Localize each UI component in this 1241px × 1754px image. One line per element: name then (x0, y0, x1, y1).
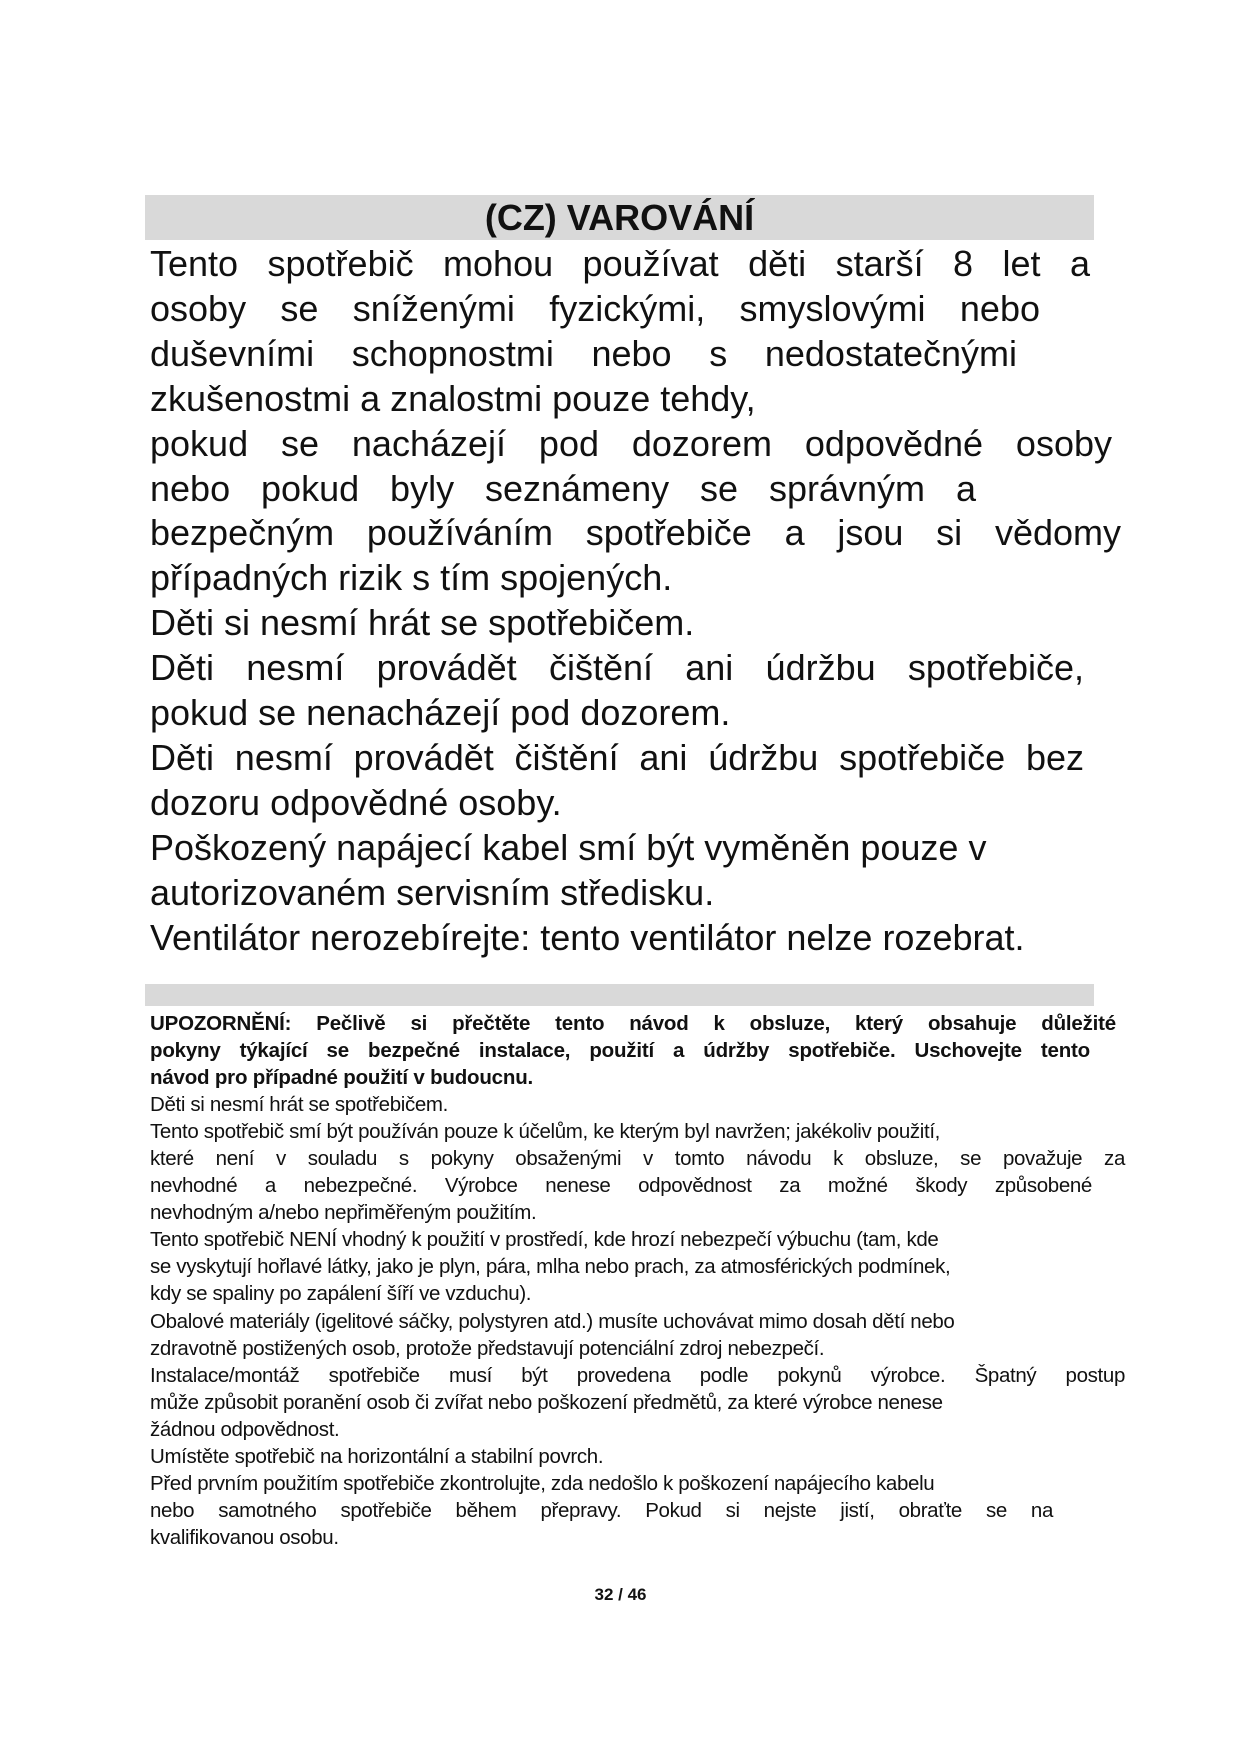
warning-line: autorizovaném servisním středisku. (150, 871, 715, 913)
notice-line: Děti si nesmí hrát se spotřebičem. (150, 1093, 448, 1117)
warning-line: duševními schopnostmi nebo s nedostatečnými (150, 332, 1017, 374)
title-banner (145, 195, 1094, 240)
notice-line: kvalifikovanou osobu. (150, 1525, 339, 1549)
notice-line: nevhodné a nebezpečné. Výrobce nenese odpovědnost za možné škody způsobené (150, 1174, 1092, 1198)
warning-line: Tento spotřebič mohou používat děti starší 8 let a (150, 243, 1090, 284)
warning-line: případných rizik s tím spojených. (150, 557, 673, 599)
warning-line: pokud se nacházejí pod dozorem odpovědné osoby (150, 422, 1112, 464)
section-divider (145, 984, 1094, 1006)
warning-line: Děti nesmí provádět čištění ani údržbu spotřebiče bez (150, 736, 1084, 778)
notice-line: Umístěte spotřebič na horizontální a stabilní povrch. (150, 1444, 604, 1468)
warning-line: bezpečným používáním spotřebiče a jsou si vědomy (150, 512, 1121, 554)
notice-line: nevhodným a/nebo nepřiměřeným použitím. (150, 1201, 537, 1225)
warning-line: osoby se sníženými fyzickými, smyslovými nebo (150, 287, 1040, 329)
page-number: 32 / 46 (594, 1585, 647, 1604)
warning-line: zkušenostmi a znalostmi pouze tehdy, (150, 377, 756, 419)
notice-bold-line: pokyny týkající se bezpečné instalace, použití a údržby spotřebiče. Uschovejte tento (150, 1039, 1090, 1063)
warning-text (150, 242, 1121, 961)
notice-text (150, 1010, 1125, 1551)
notice-bold-line: návod pro případné použití v budoucnu. (150, 1066, 534, 1090)
notice-line: kdy se spaliny po zapálení šíří ve vzduchu). (150, 1282, 532, 1306)
notice-line: žádnou odpovědnost. (150, 1417, 340, 1441)
warning-line: Ventilátor nerozebírejte: tento ventilátor nelze rozebrat. (150, 916, 1025, 958)
notice-line: Tento spotřebič NENÍ vhodný k použití v prostředí, kde hrozí nebezpečí výbuchu (tam, kde (150, 1228, 939, 1252)
notice-line: Obalové materiály (igelitové sáčky, polystyren atd.) musíte uchovávat mimo dosah dětí nebo (150, 1309, 955, 1333)
warning-line: Děti nesmí provádět čištění ani údržbu spotřebiče, (150, 647, 1084, 689)
notice-bold-line: UPOZORNĚNÍ: Pečlivě si přečtěte tento návod k obsluze, který obsahuje důležité (150, 1012, 1116, 1035)
warning-line: Poškozený napájecí kabel smí být vyměněn pouze v (150, 826, 987, 868)
notice-line: může způsobit poranění osob či zvířat nebo poškození předmětů, za které výrobce nenese (150, 1390, 943, 1414)
warning-line: nebo pokud byly seznámeny se správným a (150, 467, 976, 509)
warning-line: pokud se nenacházejí pod dozorem. (150, 692, 731, 734)
notice-line: se vyskytují hořlavé látky, jako je plyn, pára, mlha nebo prach, za atmosférických podmínek, (150, 1255, 951, 1279)
notice-line: Před prvním použitím spotřebiče zkontrolujte, zda nedošlo k poškození napájecího kabelu (150, 1471, 935, 1495)
warning-line: Děti si nesmí hrát se spotřebičem. (150, 602, 695, 644)
notice-line: Instalace/montáž spotřebiče musí být provedena podle pokynů výrobce. Špatný postup (150, 1363, 1125, 1387)
notice-line: Tento spotřebič smí být používán pouze k účelům, ke kterým byl navržen; jakékoliv použití, (150, 1120, 941, 1144)
notice-line: které není v souladu s pokyny obsaženými v tomto návodu k obsluze, se považuje za (150, 1147, 1125, 1171)
notice-line: zdravotně postižených osob, protože představují potenciální zdroj nebezpečí. (150, 1336, 825, 1360)
page-title: (CZ) VAROVÁNÍ (484, 197, 755, 238)
notice-line: nebo samotného spotřebiče během přepravy. Pokud si nejste jistí, obraťte se na (150, 1498, 1053, 1522)
warning-line: dozoru odpovědné osoby. (150, 781, 562, 823)
